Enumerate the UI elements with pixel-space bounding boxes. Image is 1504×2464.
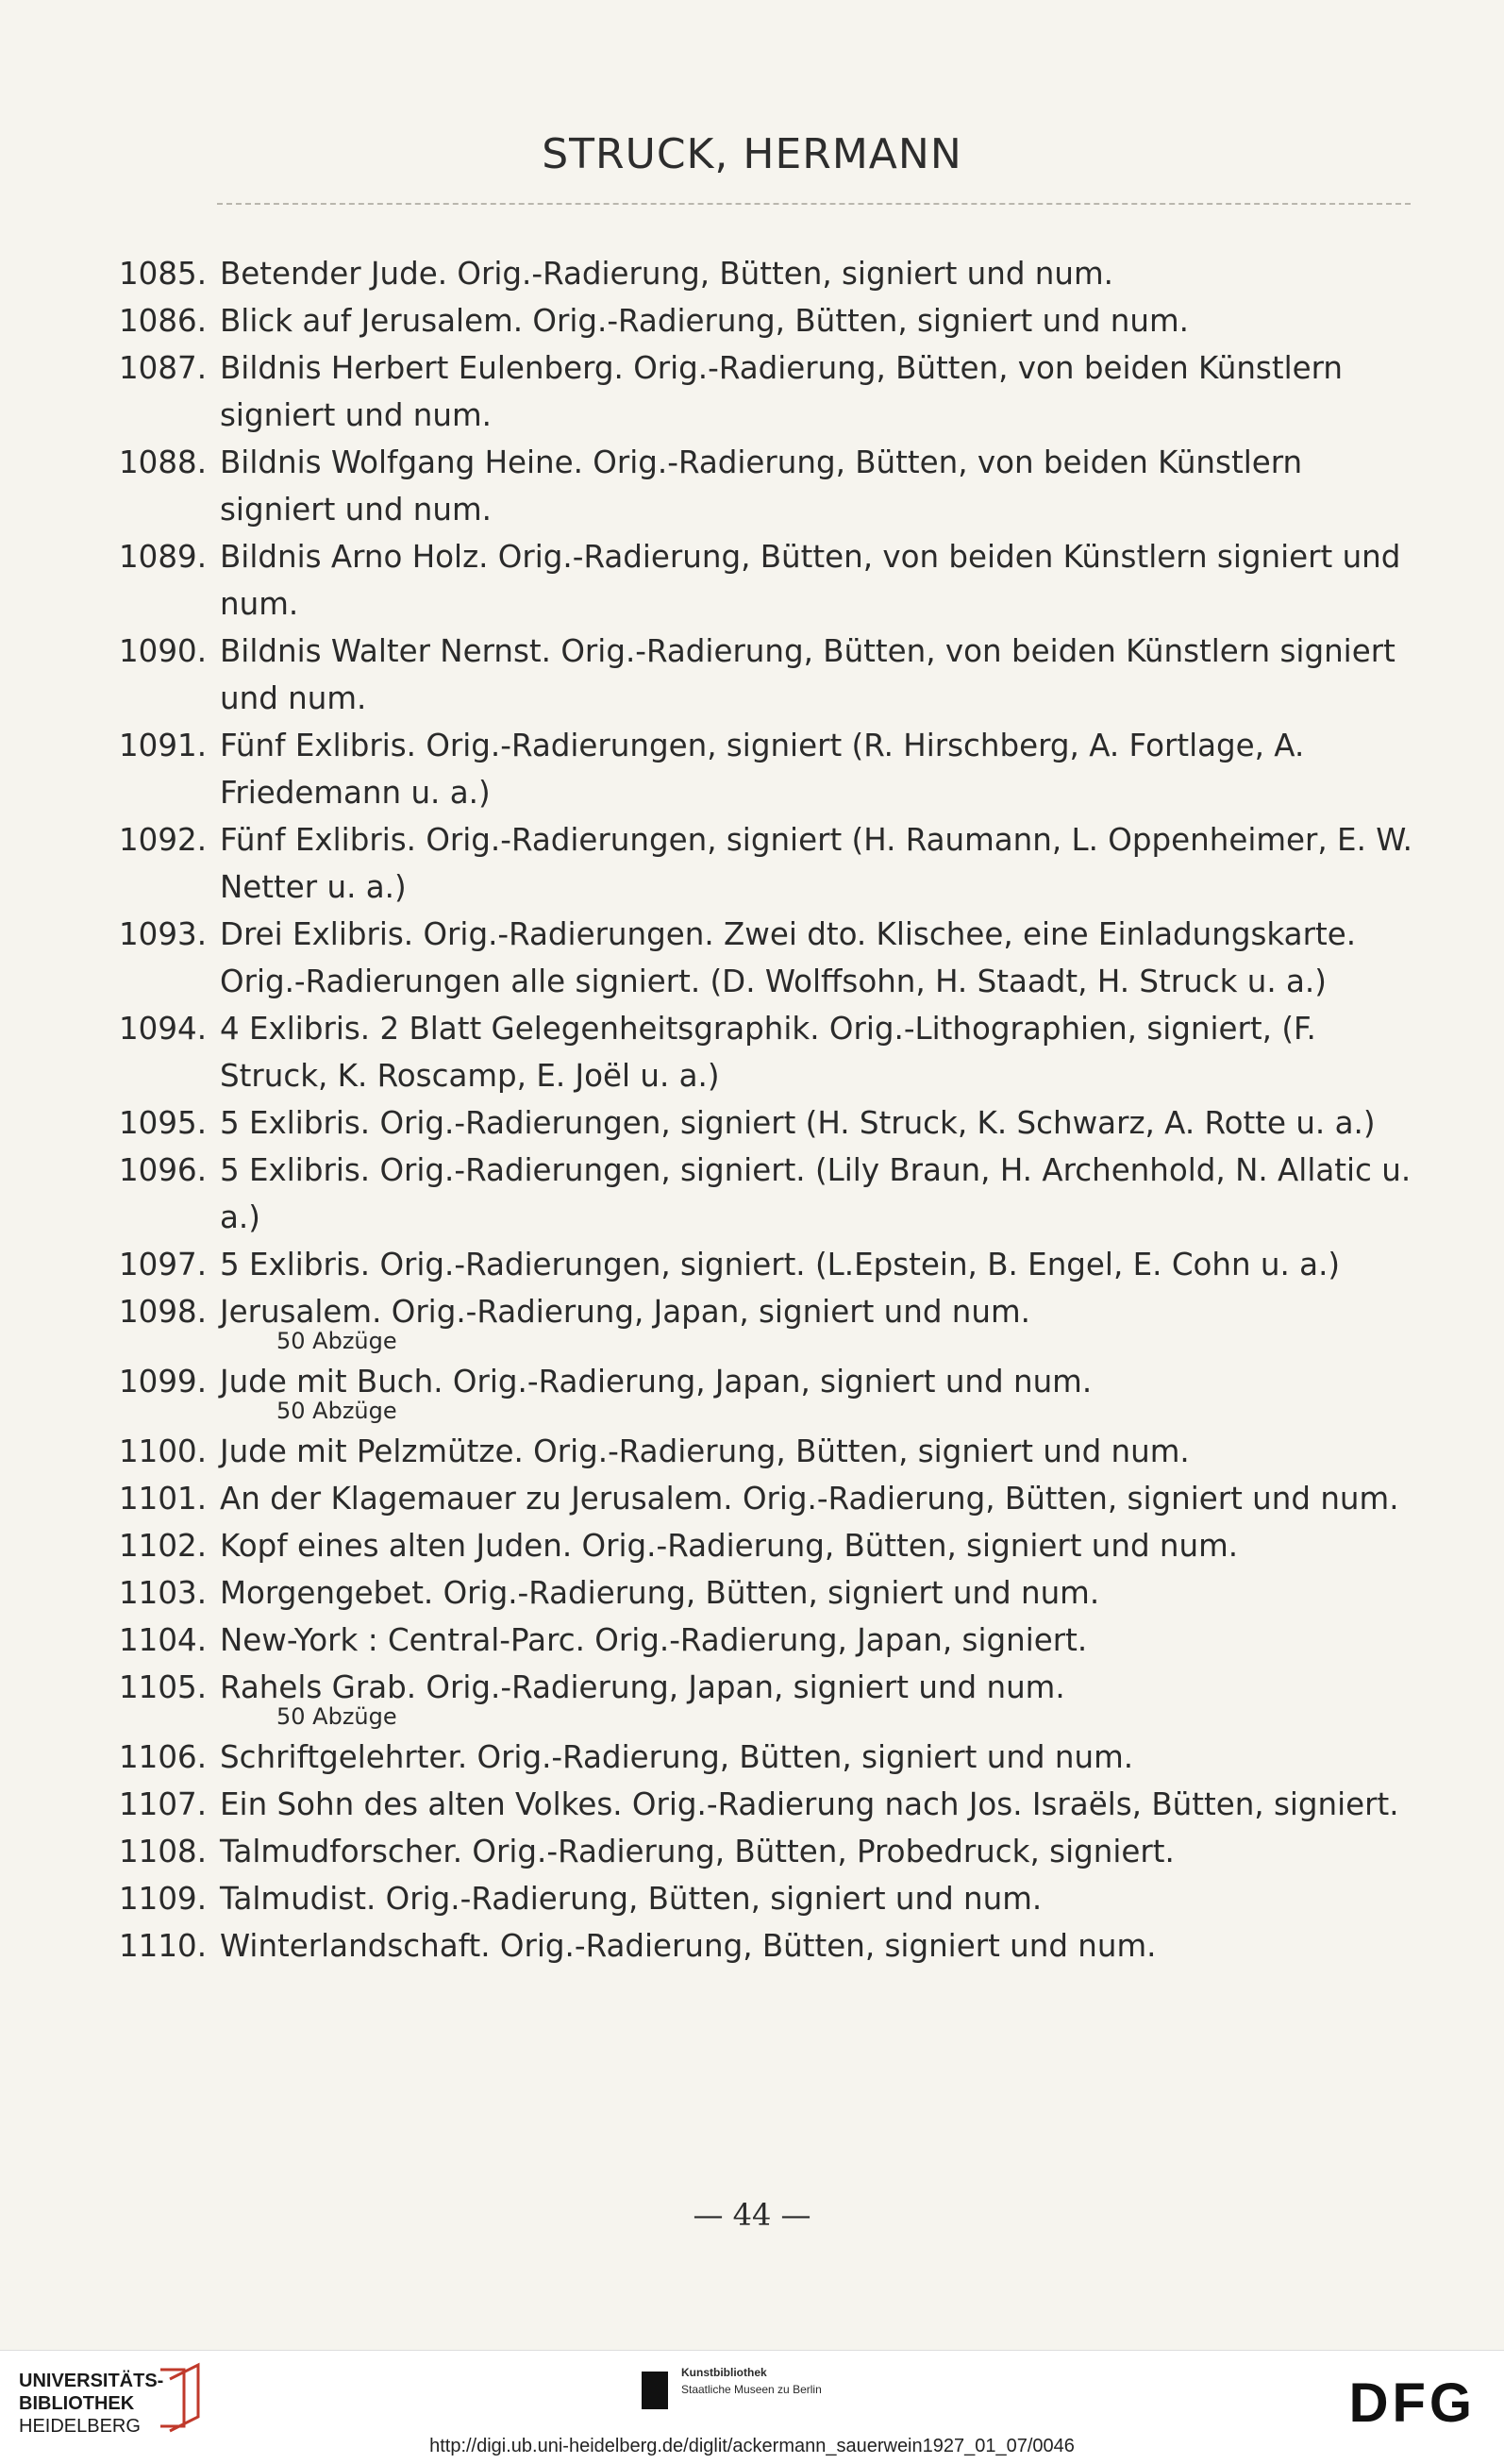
catalog-entry bbox=[119, 816, 1416, 911]
entry-text: Fünf Exlibris. Orig.-Radierungen, signiert (H. Raumann, L. Oppenheimer, E. W. Netter u. a.) bbox=[220, 822, 1412, 905]
catalog-entry bbox=[119, 297, 1416, 344]
catalog-entry bbox=[119, 1522, 1416, 1569]
catalog-entry bbox=[119, 1147, 1416, 1241]
entry-text: Bildnis Arno Holz. Orig.-Radierung, Bütten, von beiden Künstlern signiert und num. bbox=[220, 539, 1401, 622]
entry-text: Fünf Exlibris. Orig.-Radierungen, signiert (R. Hirschberg, A. Fortlage, A. Friedemann u. a.) bbox=[220, 728, 1305, 811]
kb-logo-line1: Kunstbibliothek bbox=[681, 2366, 767, 2379]
catalog-entry bbox=[119, 1288, 1416, 1354]
entry-text: Ein Sohn des alten Volkes. Orig.-Radierung nach Jos. Israëls, Bütten, signiert. bbox=[220, 1786, 1399, 1822]
entry-text: Morgengebet. Orig.-Radierung, Bütten, signiert und num. bbox=[220, 1575, 1100, 1611]
entry-number: 1089. bbox=[119, 539, 208, 575]
entry-text: Talmudforscher. Orig.-Radierung, Bütten, Probedruck, signiert. bbox=[220, 1834, 1175, 1869]
entry-text: Jude mit Buch. Orig.-Radierung, Japan, signiert und num. bbox=[220, 1364, 1093, 1400]
catalog-entry bbox=[119, 1781, 1416, 1828]
ub-logo-line2: BIBLIOTHEK bbox=[19, 2393, 135, 2414]
ub-heidelberg-logo[interactable] bbox=[19, 2370, 163, 2438]
entry-number: 1106. bbox=[119, 1739, 208, 1775]
entry-number: 1094. bbox=[119, 1011, 208, 1047]
page-title: STRUCK, HERMANN bbox=[542, 130, 962, 178]
entry-edition-note: 50 Abzüge bbox=[276, 1328, 397, 1354]
entry-text: An der Klagemauer zu Jerusalem. Orig.-Radierung, Bütten, signiert und num. bbox=[220, 1481, 1399, 1517]
entry-number: 1098. bbox=[119, 1294, 208, 1330]
entry-number: 1093. bbox=[119, 916, 208, 952]
viewer-footer-bar bbox=[0, 2350, 1504, 2464]
entry-number: 1103. bbox=[119, 1575, 208, 1611]
catalog-entry bbox=[119, 1241, 1416, 1288]
entry-number: 1105. bbox=[119, 1669, 208, 1705]
catalog-entry bbox=[119, 911, 1416, 1005]
entry-text: Betender Jude. Orig.-Radierung, Bütten, signiert und num. bbox=[220, 256, 1113, 292]
catalog-entry bbox=[119, 1664, 1416, 1730]
entry-number: 1100. bbox=[119, 1433, 208, 1469]
entry-text: Bildnis Herbert Eulenberg. Orig.-Radierung, Bütten, von beiden Künstlern signiert und num. bbox=[220, 350, 1344, 433]
entry-text: Bildnis Walter Nernst. Orig.-Radierung, Bütten, von beiden Künstlern signiert und num. bbox=[220, 633, 1395, 716]
entry-text: Blick auf Jerusalem. Orig.-Radierung, Bütten, signiert und num. bbox=[220, 303, 1189, 339]
entry-edition-note: 50 Abzüge bbox=[276, 1398, 397, 1424]
entry-number: 1092. bbox=[119, 822, 208, 858]
entry-number: 1088. bbox=[119, 444, 208, 480]
entry-number: 1102. bbox=[119, 1528, 208, 1564]
entry-text: Rahels Grab. Orig.-Radierung, Japan, signiert und num. bbox=[220, 1669, 1065, 1705]
entry-number: 1087. bbox=[119, 350, 208, 386]
entry-number: 1110. bbox=[119, 1928, 208, 1964]
catalog-entry bbox=[119, 722, 1416, 816]
entry-number: 1086. bbox=[119, 303, 208, 339]
entry-text: 4 Exlibris. 2 Blatt Gelegenheitsgraphik. Orig.-Lithographien, signiert, (F. Struck, K. Roscamp, E. Joël u. a.) bbox=[220, 1011, 1316, 1094]
catalog-entry bbox=[119, 1617, 1416, 1664]
entry-edition-note: 50 Abzüge bbox=[276, 1703, 397, 1730]
catalog-entry bbox=[119, 1475, 1416, 1522]
entry-text: Jerusalem. Orig.-Radierung, Japan, signiert und num. bbox=[220, 1294, 1030, 1330]
title-divider bbox=[217, 203, 1411, 205]
catalog-entry bbox=[119, 1005, 1416, 1099]
kunstbibliothek-mark-icon bbox=[642, 2372, 668, 2409]
entry-text: Jude mit Pelzmütze. Orig.-Radierung, Bütten, signiert und num. bbox=[220, 1433, 1190, 1469]
catalog-entry bbox=[119, 1569, 1416, 1617]
entry-text: Bildnis Wolfgang Heine. Orig.-Radierung, Bütten, von beiden Künstlern signiert und num. bbox=[220, 444, 1303, 528]
entry-text: 5 Exlibris. Orig.-Radierungen, signiert. (L.Epstein, B. Engel, E. Cohn u. a.) bbox=[220, 1247, 1341, 1282]
entry-text: 5 Exlibris. Orig.-Radierungen, signiert. (Lily Braun, H. Archenhold, N. Allatic u. a.) bbox=[220, 1152, 1412, 1235]
catalog-entry bbox=[119, 1875, 1416, 1922]
catalog-entry bbox=[119, 628, 1416, 722]
page-number: — 44 — bbox=[693, 2197, 811, 2233]
entry-number: 1085. bbox=[119, 256, 208, 292]
ub-mark-icon bbox=[151, 2360, 208, 2436]
catalog-entry bbox=[119, 1734, 1416, 1781]
entry-number: 1101. bbox=[119, 1481, 208, 1517]
catalog-entry bbox=[119, 1099, 1416, 1147]
entry-number: 1108. bbox=[119, 1834, 208, 1869]
ub-logo-line1: UNIVERSITÄTS- bbox=[19, 2371, 164, 2391]
catalog-entry bbox=[119, 533, 1416, 628]
catalog-entry bbox=[119, 1428, 1416, 1475]
entry-text: Drei Exlibris. Orig.-Radierungen. Zwei dto. Klischee, eine Einladungskarte. Orig.-Radierungen alle signiert. (D. Wolffsohn, H. Staadt, H. Struck u. a.) bbox=[220, 916, 1357, 999]
permalink-url[interactable]: http://digi.ub.uni-heidelberg.de/diglit/ackermann_sauerwein1927_01_07/0046 bbox=[429, 2436, 1075, 2456]
entry-number: 1109. bbox=[119, 1881, 208, 1917]
entry-number: 1104. bbox=[119, 1622, 208, 1658]
catalog-entry bbox=[119, 344, 1416, 439]
catalog-entry bbox=[119, 1828, 1416, 1875]
dfg-logo[interactable]: DFG bbox=[1348, 2372, 1476, 2434]
entry-number: 1107. bbox=[119, 1786, 208, 1822]
entry-number: 1090. bbox=[119, 633, 208, 669]
entry-text: Kopf eines alten Juden. Orig.-Radierung, Bütten, signiert und num. bbox=[220, 1528, 1239, 1564]
catalog-entries bbox=[119, 250, 1416, 1970]
kb-logo-line2: Staatliche Museen zu Berlin bbox=[681, 2383, 822, 2396]
entry-number: 1097. bbox=[119, 1247, 208, 1282]
catalog-entry bbox=[119, 1922, 1416, 1970]
entry-number: 1091. bbox=[119, 728, 208, 763]
entry-text: Talmudist. Orig.-Radierung, Bütten, signiert und num. bbox=[220, 1881, 1043, 1917]
entry-text: New-York : Central-Parc. Orig.-Radierung, Japan, signiert. bbox=[220, 1622, 1088, 1658]
catalog-entry bbox=[119, 250, 1416, 297]
catalog-entry bbox=[119, 439, 1416, 533]
catalog-entry bbox=[119, 1358, 1416, 1424]
entry-number: 1096. bbox=[119, 1152, 208, 1188]
entry-text: Schriftgelehrter. Orig.-Radierung, Bütten, signiert und num. bbox=[220, 1739, 1134, 1775]
entry-number: 1095. bbox=[119, 1105, 208, 1141]
ub-logo-line3: HEIDELBERG bbox=[19, 2416, 141, 2437]
entry-number: 1099. bbox=[119, 1364, 208, 1400]
entry-text: Winterlandschaft. Orig.-Radierung, Bütten, signiert und num. bbox=[220, 1928, 1157, 1964]
entry-text: 5 Exlibris. Orig.-Radierungen, signiert (H. Struck, K. Schwarz, A. Rotte u. a.) bbox=[220, 1105, 1376, 1141]
